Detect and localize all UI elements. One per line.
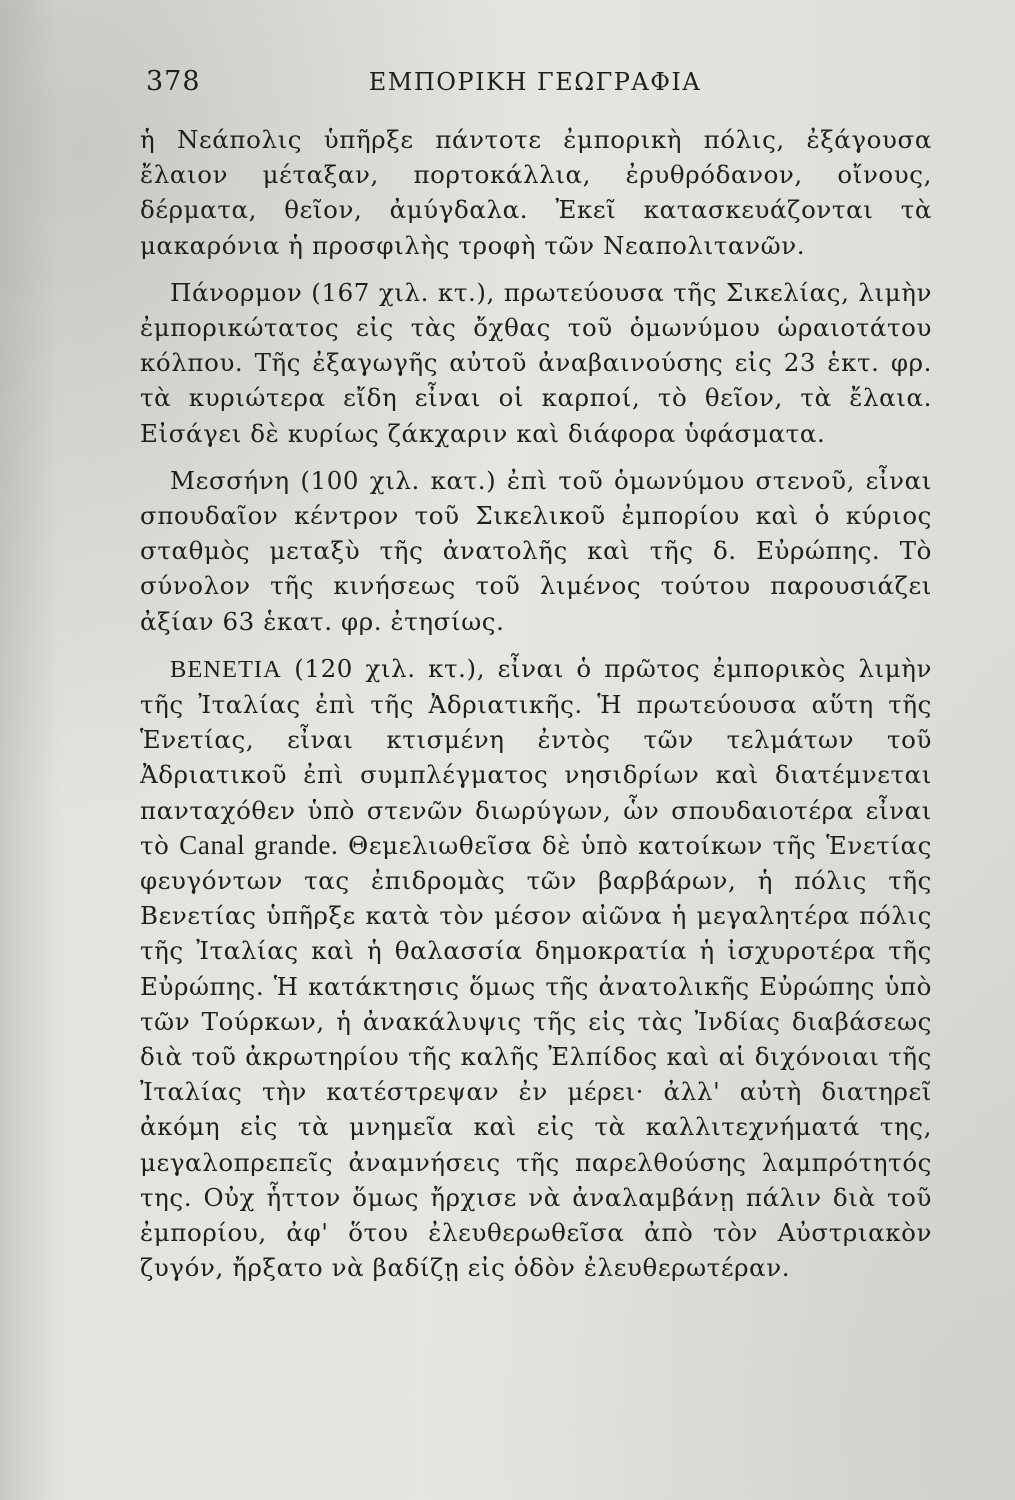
- venice-text-part1: (120 χιλ. κτ.), εἶναι ὁ πρῶτος ἐμπορικὸς λιμὴν τῆς Ἰταλίας ἐπὶ τῆς Ἀδριατικῆς. Ἡ πρωτεύουσα αὕτη τῆς Ἑνετίας, εἶναι κτισμένη ἐντὸς τῶν τελμάτων τοῦ Ἀδριατικοῦ ἐπὶ συμπλέγματος νησιδρίων καὶ διατέμνεται πανταχόθεν ὑπὸ στενῶν διωρύγων, ὧν σπουδαιοτέρα εἶναι τὸ: [140, 653, 932, 860]
- venice-text-part2: Θεμελιωθεῖσα δὲ ὑπὸ κατοίκων τῆς Ἑνετίας φευγόντων τας ἐπιδρομὰς τῶν βαρβάρων, ἡ πόλις τῆς Βενετίας ὑπῆρξε κατὰ τὸν μέσον αἰῶνα ἡ μεγαλητέρα πόλις τῆς Ἰταλίας καὶ ἡ θαλασσία δημοκρατία ἡ ἰσχυροτέρα τῆς Εὐρώπης. Ἡ κατάκτησις ὅμως τῆς ἀνατολικῆς Εὐρώπης ὑπὸ τῶν Τούρκων, ἡ ἀνακάλυψις τῆς εἰς τὰς Ἰνδίας διαβάσεως διὰ τοῦ ἀκρωτηρίου τῆς καλῆς Ἐλπίδος καὶ αἱ διχόνοιαι τῆς Ἰταλίας τὴν κατέστρεψαν ἐν μέρει· ἀλλ' αὐτὴ διατηρεῖ ἀκόμη εἰς τὰ μνημεῖα καὶ εἰς τὰ καλλιτεχνήματά της, μεγαλοπρεπεῖς ἀναμνήσεις τῆς παρελθούσης λαμπρότητός της. Οὐχ ἧττον ὅμως ἤρχισε νὰ ἀναλαμβάνῃ πάλιν διὰ τοῦ ἐμπορίου, ἀφ' ὅτου ἐλευθερωθεῖσα ἀπὸ τὸν Αὐστριακὸν ζυγόν, ἤρξατο νὰ βαδίζῃ εἰς ὁδὸν ἐλευθερωτέραν.: [140, 830, 932, 1283]
- canal-grande-term: Canal grande.: [179, 829, 339, 860]
- running-title: ΕΜΠΟΡΙΚΗ ΓΕΩΓΡΑΦΙΑ: [368, 68, 702, 96]
- paragraph-palermo: Πάνορμον (167 χιλ. κτ.), πρωτεύουσα τῆς Σικελίας, λιμὴν ἐμπορικώτατος εἰς τὰς ὄχθας τοῦ ὁμωνύμου ὡραιοτάτου κόλπου. Τῆς ἐξαγωγῆς αὐτοῦ ἀναβαινούσης εἰς 23 ἑκτ. φρ. τὰ κυριώτερα εἴδη εἶναι οἱ καρποί, τὸ θεῖον, τὰ ἔλαια. Εἰσάγει δὲ κυρίως ζάκχαριν καὶ διάφορα ὑφάσματα.: [140, 277, 932, 448]
- venice-heading: ΒΕΝΕΤΙΑ: [170, 655, 282, 683]
- running-head: [140, 66, 930, 106]
- paragraph-messina: Μεσσήνη (100 χιλ. κατ.) ἐπὶ τοῦ ὁμωνύμου στενοῦ, εἶναι σπουδαῖον κέντρον τοῦ Σικελικοῦ ἐμπορίου καὶ ὁ κύριος σταθμὸς μεταξὺ τῆς ἀνατολῆς καὶ τῆς δ. Εὐρώπης. Τὸ σύνολον τῆς κινήσεως τοῦ λιμένος τούτου παρουσιάζει ἀξίαν 63 ἑκατ. φρ. ἐτησίως.: [140, 465, 932, 636]
- paragraph-venice: [140, 651, 932, 1286]
- page-number: 378: [146, 66, 201, 97]
- text-body: [140, 122, 932, 1298]
- paragraph-naples: ἡ Νεάπολις ὑπῆρξε πάντοτε ἐμπορικὴ πόλις, ἐξάγουσα ἔλαιον μέταξαν, πορτοκάλλια, ἐρυθρόδανον, οἴνους, δέρματα, θεῖον, ἀμύγδαλα. Ἐκεῖ κατασκευάζονται τὰ μακαρόνια ἡ προσφιλὴς τροφὴ τῶν Νεαπολιτανῶν.: [140, 125, 932, 260]
